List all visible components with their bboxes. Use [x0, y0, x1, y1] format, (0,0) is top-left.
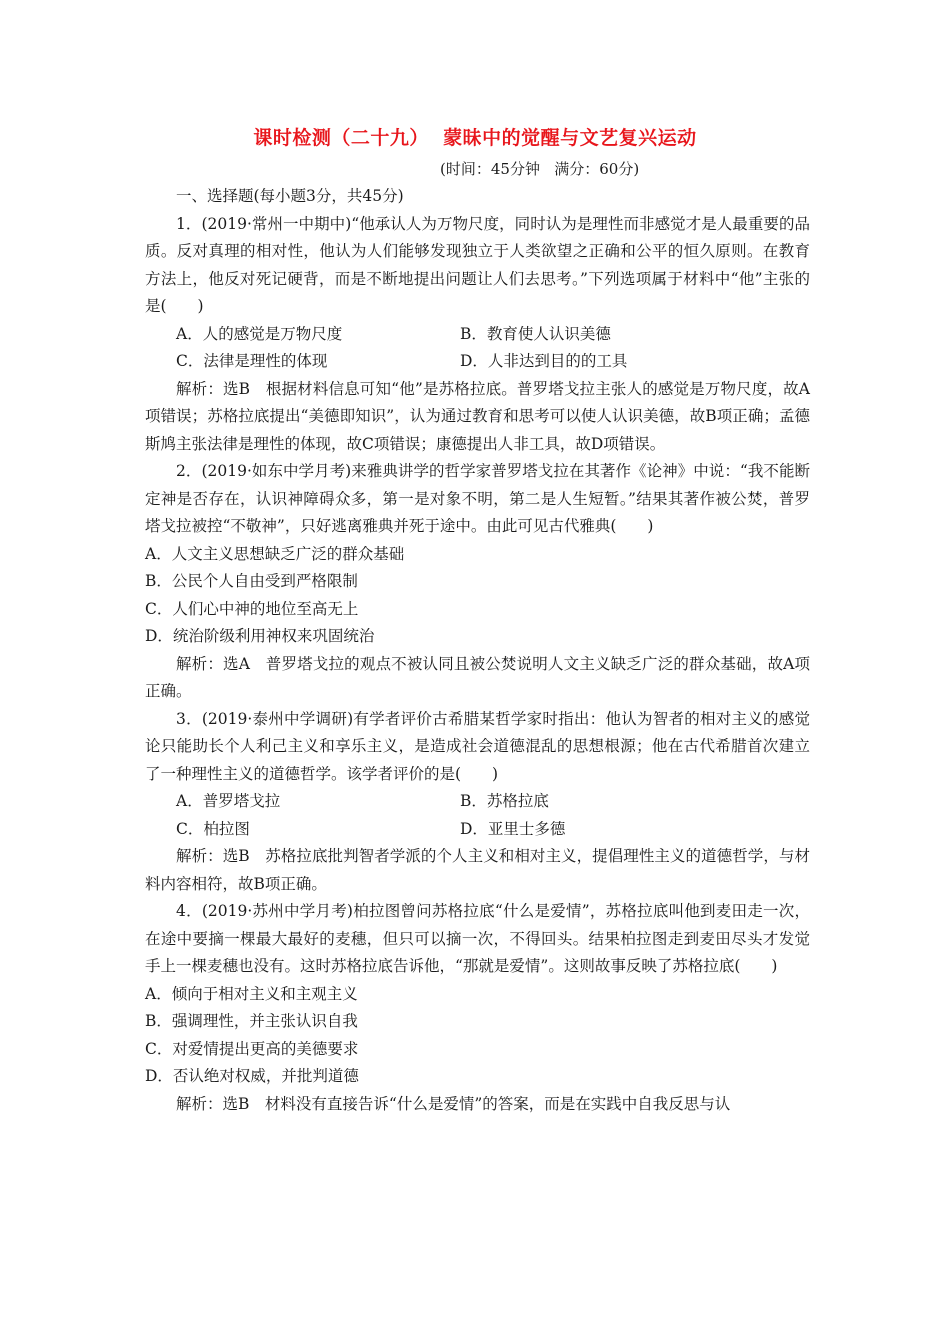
option-row	[176, 348, 810, 376]
option-d: D．否认绝对权威，并批判道德	[145, 1067, 359, 1085]
section-heading: 一、选择题(每小题3分，共45分)	[176, 187, 404, 205]
option-b: B．教育使人认识美德	[460, 324, 611, 343]
option-a: A．普罗塔戈拉	[176, 792, 281, 810]
question-stem: 4．(2019·苏州中学月考)柏拉图曾问苏格拉底“什么是爱情”，苏格拉底叫他到麦田走一次，在途中要摘一棵最大最好的麦穗，但只可以摘一次，不得回头。结果柏拉图走到麦田尽头才发觉手上一棵麦穗也没有。这时苏格拉底告诉他，“那就是爱情”。这则故事反映了苏格拉底( )	[145, 902, 810, 975]
answer-analysis: 解析：选B 材料没有直接告诉“什么是爱情”的答案，而是在实践中自我反思与认	[176, 1094, 731, 1113]
option-row	[176, 788, 810, 816]
option-b: B．苏格拉底	[460, 792, 549, 810]
question-stem: 3．(2019·泰州中学调研)有学者评价古希腊某哲学家时指出：他认为智者的相对主义的感觉论只能助长个人利己主义和享乐主义，是造成社会道德混乱的思想根源；他在古代希腊首次建立了一种理性主义的道德哲学。该学者评价的是( )	[145, 709, 810, 783]
option-d: D．人非达到目的的工具	[460, 352, 628, 370]
option-d: D．亚里士多德	[460, 819, 566, 838]
option-b: B．强调理性，并主张认识自我	[145, 1012, 358, 1030]
option-a: A．人的感觉是万物尺度	[176, 324, 343, 343]
option-c: C．柏拉图	[176, 819, 250, 838]
option-row	[176, 321, 810, 349]
page-title: 课时检测（二十九） 蒙昧中的觉醒与文艺复兴运动	[253, 127, 697, 149]
answer-analysis: 解析：选B 苏格拉底批判智者学派的个人主义和相对主义，提倡理性主义的道德哲学，与材料内容相符，故B项正确。	[145, 847, 810, 893]
question-stem: 1．(2019·常州一中期中)“他承认人为万物尺度，同时认为是理性而非感觉才是人最重要的品质。反对真理的相对性，他认为人们能够发现独立于人类欲望之正确和公平的恒久原则。在教育方法上，他反对死记硬背，而是不断地提出问题让人们去思考。”下列选项属于材料中“他”主张的是( )	[145, 214, 810, 315]
option-c: C．法律是理性的体现	[176, 352, 328, 370]
option-c: C．人们心中神的地位至高无上	[145, 599, 359, 618]
answer-analysis: 解析：选B 根据材料信息可知“他”是苏格拉底。普罗塔戈拉主张人的感觉是万物尺度，故A项错误；苏格拉底提出“美德即知识”，认为通过教育和思考可以使人认识美德，故B项正确；孟德斯鸠主张法律是理性的体现，故C项错误；康德提出人非工具，故D项错误。	[145, 379, 810, 453]
option-row	[176, 816, 810, 844]
option-d: D．统治阶级利用神权来巩固统治	[145, 627, 375, 645]
option-a: A．倾向于相对主义和主观主义	[145, 984, 358, 1003]
answer-analysis: 解析：选A 普罗塔戈拉的观点不被认同且被公焚说明人文主义缺乏广泛的群众基础，故A项正确。	[145, 654, 810, 700]
option-a: A．人文主义思想缺乏广泛的群众基础	[145, 544, 405, 563]
option-b: B．公民个人自由受到严格限制	[145, 572, 358, 590]
question-stem: 2．(2019·如东中学月考)来雅典讲学的哲学家普罗塔戈拉在其著作《论神》中说：“我不能断定神是否存在，认识神障碍众多，第一是对象不明，第二是人生短暂。”结果其著作被公焚，普罗塔戈拉被控“不敬神”，只好逃离雅典并死于途中。由此可见古代雅典( )	[145, 462, 810, 535]
exam-info: (时间：45分钟 满分：60分)	[440, 160, 640, 178]
document-body	[145, 183, 810, 1118]
option-c: C．对爱情提出更高的美德要求	[145, 1039, 359, 1058]
